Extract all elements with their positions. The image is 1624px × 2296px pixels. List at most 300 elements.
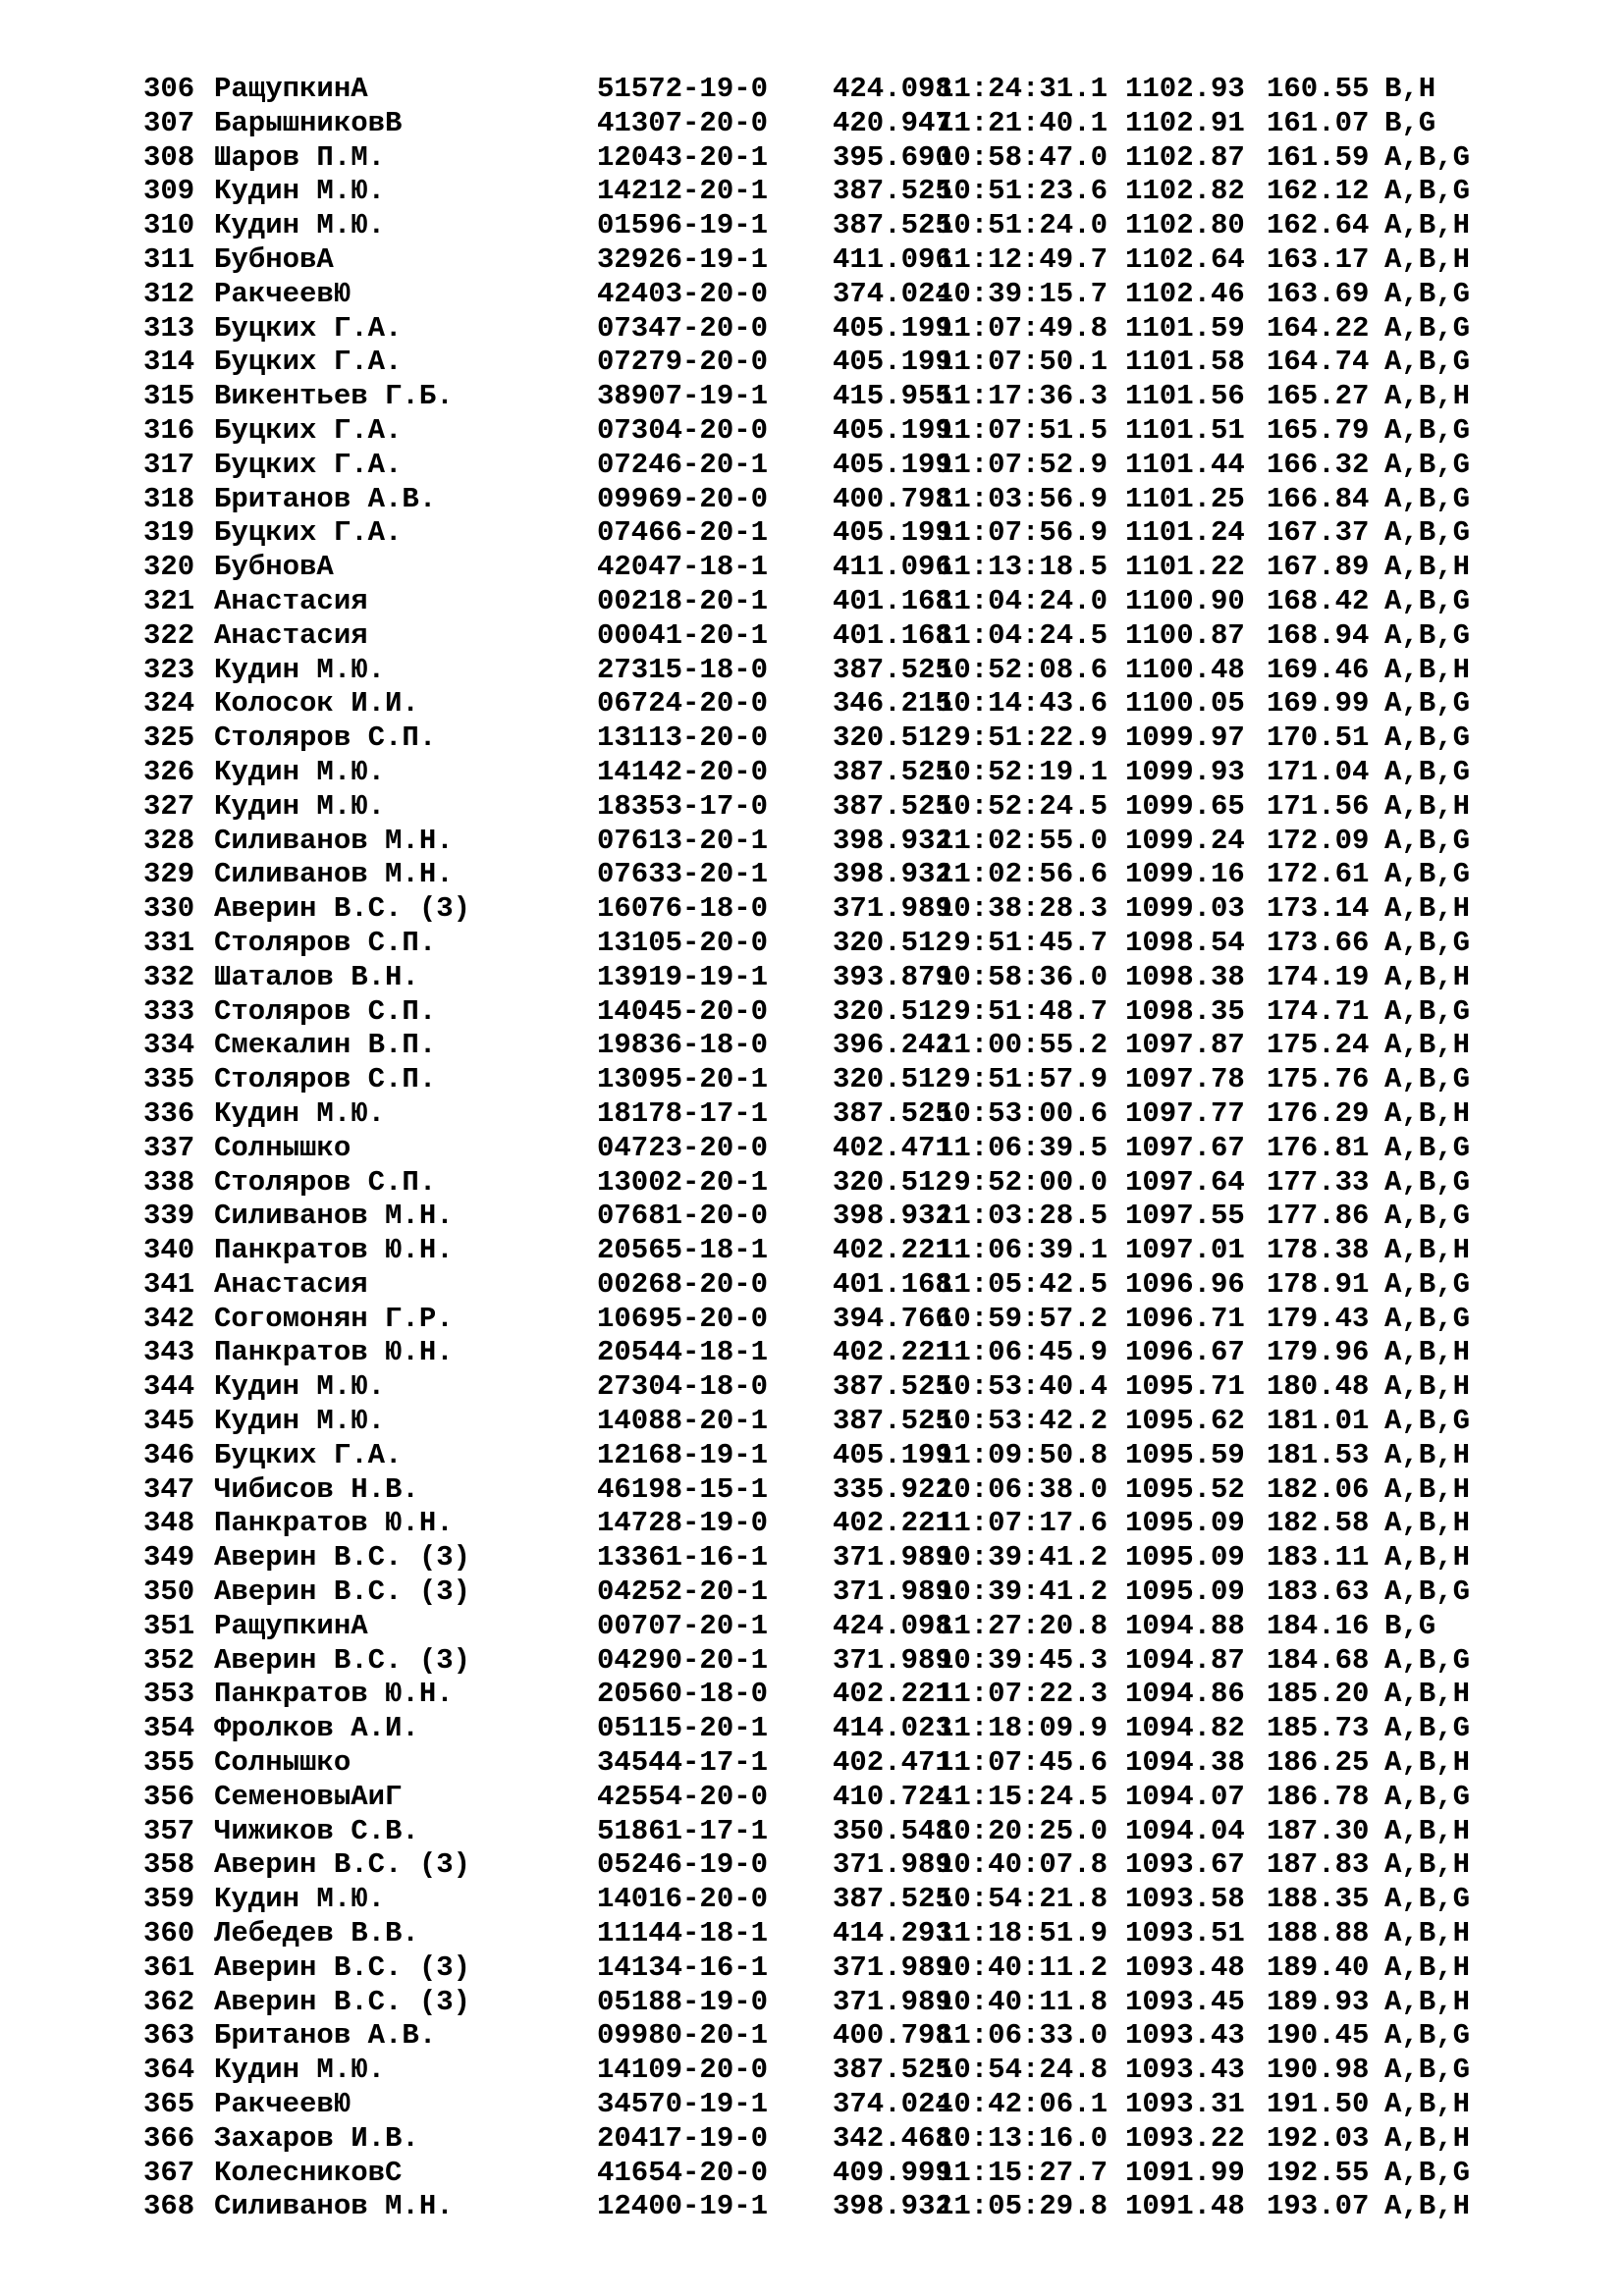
points-value: 186.78 [1267,1780,1370,1813]
ring-number: 13361-16-1 [597,1541,769,1575]
class-codes: A,B,G [1384,1200,1471,1233]
points-value: 187.30 [1267,1814,1370,1847]
place-number: 333 [143,994,195,1028]
place-number: 334 [143,1029,195,1062]
points-value: 182.06 [1267,1472,1370,1506]
class-codes: A,B,G [1384,2156,1471,2189]
speed-value: 1095.52 [1125,1472,1245,1506]
speed-value: 1095.62 [1125,1405,1245,1438]
ring-number: 10695-20-0 [597,1302,769,1335]
points-value: 177.33 [1267,1165,1370,1199]
class-codes: A,B,G [1384,1643,1471,1677]
points-value: 175.76 [1267,1063,1370,1096]
class-codes: A,B,G [1384,1883,1471,1916]
place-number: 317 [143,448,195,481]
speed-value: 1101.51 [1125,413,1245,447]
class-codes: A,B,H [1384,653,1471,686]
fancier-name: Столяров С.П. [214,994,437,1028]
fancier-name: Кудин М.Ю. [214,653,386,686]
class-codes: A,B,G [1384,1131,1471,1164]
fancier-name: Лебедев В.В. [214,1917,419,1950]
ring-number: 18353-17-0 [597,789,769,823]
place-number: 344 [143,1370,195,1404]
arrival-time: 11:09:50.8 [936,1438,1108,1471]
distance-km: 342.468 [833,2121,952,2155]
place-number: 332 [143,960,195,993]
class-codes: A,B,H [1384,1096,1471,1130]
class-codes: A,B,H [1384,1848,1471,1882]
distance-km: 350.548 [833,1814,952,1847]
fancier-name: СеменовыАиГ [214,1780,403,1813]
fancier-name: РакчеевЮ [214,2088,352,2121]
distance-km: 396.242 [833,1029,952,1062]
points-value: 171.04 [1267,755,1370,788]
place-number: 315 [143,380,195,413]
class-codes: A,B,G [1384,448,1471,481]
points-value: 183.11 [1267,1541,1370,1575]
speed-value: 1091.48 [1125,2190,1245,2223]
fancier-name: Столяров С.П. [214,721,437,755]
arrival-time: 10:52:19.1 [936,755,1108,788]
fancier-name: Шаталов В.Н. [214,960,419,993]
distance-km: 401.168 [833,618,952,652]
class-codes: A,B,H [1384,1678,1471,1711]
class-codes: A,B,G [1384,858,1471,891]
place-number: 361 [143,1950,195,1984]
fancier-name: РакчеевЮ [214,277,352,310]
arrival-time: 10:59:57.2 [936,1302,1108,1335]
distance-km: 371.989 [833,892,952,926]
class-codes: A,B,H [1384,892,1471,926]
arrival-time: 11:06:33.0 [936,2019,1108,2053]
arrival-time: 10:38:28.3 [936,892,1108,926]
distance-km: 387.525 [833,2054,952,2087]
place-number: 327 [143,789,195,823]
distance-km: 405.199 [833,1438,952,1471]
fancier-name: Британов А.В. [214,2019,437,2053]
arrival-time: 9:51:45.7 [953,926,1108,959]
speed-value: 1099.16 [1125,858,1245,891]
fancier-name: Аверин В.С. (3) [214,1950,471,1984]
points-value: 185.20 [1267,1678,1370,1711]
fancier-name: Солнышко [214,1746,352,1780]
distance-km: 400.798 [833,482,952,515]
ring-number: 07304-20-0 [597,413,769,447]
ring-number: 42554-20-0 [597,1780,769,1813]
place-number: 356 [143,1780,195,1813]
place-number: 367 [143,2156,195,2189]
distance-km: 401.168 [833,584,952,617]
fancier-name: Шаров П.М. [214,140,386,174]
place-number: 349 [143,1541,195,1575]
distance-km: 405.199 [833,346,952,379]
place-number: 351 [143,1609,195,1642]
arrival-time: 9:52:00.0 [953,1165,1108,1199]
ring-number: 27304-18-0 [597,1370,769,1404]
arrival-time: 10:40:11.2 [936,1950,1108,1984]
distance-km: 402.471 [833,1131,952,1164]
class-codes: A,B,G [1384,1712,1471,1745]
speed-value: 1100.48 [1125,653,1245,686]
speed-value: 1097.64 [1125,1165,1245,1199]
arrival-time: 10:39:41.2 [936,1575,1108,1609]
place-number: 318 [143,482,195,515]
place-number: 342 [143,1302,195,1335]
fancier-name: Фролков А.И. [214,1712,419,1745]
class-codes: A,B,H [1384,1746,1471,1780]
ring-number: 20417-19-0 [597,2121,769,2155]
fancier-name: БубновА [214,242,334,276]
ring-number: 14142-20-0 [597,755,769,788]
arrival-time: 11:06:39.1 [936,1234,1108,1267]
speed-value: 1102.91 [1125,106,1245,139]
ring-number: 12168-19-1 [597,1438,769,1471]
fancier-name: Кудин М.Ю. [214,1370,386,1404]
fancier-name: Кудин М.Ю. [214,789,386,823]
points-value: 189.40 [1267,1950,1370,1984]
fancier-name: Анастасия [214,618,368,652]
speed-value: 1093.58 [1125,1883,1245,1916]
place-number: 360 [143,1917,195,1950]
arrival-time: 10:39:15.7 [936,277,1108,310]
ring-number: 27315-18-0 [597,653,769,686]
speed-value: 1100.05 [1125,687,1245,721]
speed-value: 1102.80 [1125,209,1245,242]
class-codes: A,B,G [1384,1575,1471,1609]
fancier-name: Буцких Г.А. [214,448,403,481]
class-codes: A,B,G [1384,2019,1471,2053]
arrival-time: 10:52:08.6 [936,653,1108,686]
class-codes: A,B,G [1384,2054,1471,2087]
distance-km: 405.199 [833,448,952,481]
arrival-time: 11:04:24.0 [936,584,1108,617]
arrival-time: 10:53:42.2 [936,1405,1108,1438]
speed-value: 1099.93 [1125,755,1245,788]
place-number: 337 [143,1131,195,1164]
ring-number: 19836-18-0 [597,1029,769,1062]
distance-km: 402.471 [833,1746,952,1780]
ring-number: 06724-20-0 [597,687,769,721]
class-codes: A,B,G [1384,994,1471,1028]
arrival-time: 10:54:24.8 [936,2054,1108,2087]
fancier-name: Столяров С.П. [214,1165,437,1199]
fancier-name: Силиванов М.Н. [214,2190,454,2223]
class-codes: A,B,G [1384,311,1471,345]
speed-value: 1101.25 [1125,482,1245,515]
place-number: 347 [143,1472,195,1506]
distance-km: 414.023 [833,1712,952,1745]
arrival-time: 11:02:56.6 [936,858,1108,891]
points-value: 164.22 [1267,311,1370,345]
class-codes: A,B,H [1384,1950,1471,1984]
class-codes: A,B,G [1384,926,1471,959]
ring-number: 41654-20-0 [597,2156,769,2189]
ring-number: 00218-20-1 [597,584,769,617]
ring-number: 14212-20-1 [597,175,769,208]
fancier-name: Панкратов Ю.Н. [214,1507,454,1540]
arrival-time: 10:51:24.0 [936,209,1108,242]
ring-number: 14045-20-0 [597,994,769,1028]
ring-number: 34570-19-1 [597,2088,769,2121]
ring-number: 46198-15-1 [597,1472,769,1506]
distance-km: 410.724 [833,1780,952,1813]
ring-number: 38907-19-1 [597,380,769,413]
place-number: 322 [143,618,195,652]
class-codes: A,B,H [1384,960,1471,993]
arrival-time: 11:24:31.1 [936,73,1108,105]
distance-km: 387.525 [833,653,952,686]
ring-number: 05115-20-1 [597,1712,769,1745]
class-codes: A,B,G [1384,1165,1471,1199]
speed-value: 1094.86 [1125,1678,1245,1711]
points-value: 188.88 [1267,1917,1370,1950]
place-number: 343 [143,1336,195,1369]
arrival-time: 11:18:51.9 [936,1917,1108,1950]
class-codes: A,B,H [1384,1336,1471,1369]
ring-number: 09980-20-1 [597,2019,769,2053]
fancier-name: КолесниковС [214,2156,403,2189]
points-value: 183.63 [1267,1575,1370,1609]
class-codes: B,G [1384,106,1436,139]
arrival-time: 10:54:21.8 [936,1883,1108,1916]
speed-value: 1101.59 [1125,311,1245,345]
fancier-name: Кудин М.Ю. [214,209,386,242]
points-value: 187.83 [1267,1848,1370,1882]
class-codes: A,B,H [1384,1507,1471,1540]
speed-value: 1093.31 [1125,2088,1245,2121]
speed-value: 1096.67 [1125,1336,1245,1369]
class-codes: A,B,G [1384,516,1471,550]
ring-number: 05188-19-0 [597,1985,769,2018]
speed-value: 1099.24 [1125,824,1245,857]
points-value: 171.56 [1267,789,1370,823]
fancier-name: РащупкинА [214,1609,368,1642]
class-codes: A,B,G [1384,755,1471,788]
place-number: 350 [143,1575,195,1609]
distance-km: 371.989 [833,1541,952,1575]
ring-number: 07246-20-1 [597,448,769,481]
fancier-name: Кудин М.Ю. [214,175,386,208]
distance-km: 371.989 [833,1985,952,2018]
arrival-time: 11:21:40.1 [936,106,1108,139]
speed-value: 1097.77 [1125,1096,1245,1130]
place-number: 331 [143,926,195,959]
place-number: 357 [143,1814,195,1847]
points-value: 174.19 [1267,960,1370,993]
speed-value: 1093.51 [1125,1917,1245,1950]
class-codes: A,B,H [1384,2190,1471,2223]
arrival-time: 9:51:22.9 [953,721,1108,755]
place-number: 321 [143,584,195,617]
speed-value: 1102.93 [1125,73,1245,105]
arrival-time: 11:06:45.9 [936,1336,1108,1369]
fancier-name: Столяров С.П. [214,926,437,959]
place-number: 325 [143,721,195,755]
points-value: 165.27 [1267,380,1370,413]
arrival-time: 11:17:36.3 [936,380,1108,413]
place-number: 310 [143,209,195,242]
ring-number: 04252-20-1 [597,1575,769,1609]
distance-km: 398.932 [833,2190,952,2223]
speed-value: 1098.35 [1125,994,1245,1028]
points-value: 176.29 [1267,1096,1370,1130]
fancier-name: Буцких Г.А. [214,413,403,447]
points-value: 168.42 [1267,584,1370,617]
ring-number: 13002-20-1 [597,1165,769,1199]
fancier-name: Аверин В.С. (3) [214,1541,471,1575]
place-number: 329 [143,858,195,891]
class-codes: A,B,H [1384,1472,1471,1506]
speed-value: 1099.03 [1125,892,1245,926]
arrival-time: 10:53:40.4 [936,1370,1108,1404]
points-value: 191.50 [1267,2088,1370,2121]
fancier-name: Захаров И.В. [214,2121,419,2155]
speed-value: 1093.22 [1125,2121,1245,2155]
class-codes: A,B,H [1384,2088,1471,2121]
ring-number: 07633-20-1 [597,858,769,891]
speed-value: 1095.71 [1125,1370,1245,1404]
place-number: 328 [143,824,195,857]
class-codes: A,B,H [1384,1234,1471,1267]
points-value: 161.59 [1267,140,1370,174]
distance-km: 371.989 [833,1575,952,1609]
arrival-time: 11:07:49.8 [936,311,1108,345]
distance-km: 374.024 [833,277,952,310]
points-value: 175.24 [1267,1029,1370,1062]
fancier-name: Аверин В.С. (3) [214,1848,471,1882]
class-codes: A,B,G [1384,413,1471,447]
arrival-time: 11:15:24.5 [936,1780,1108,1813]
place-number: 354 [143,1712,195,1745]
place-number: 362 [143,1985,195,2018]
points-value: 161.07 [1267,106,1370,139]
arrival-time: 9:51:57.9 [953,1063,1108,1096]
distance-km: 320.512 [833,721,952,755]
speed-value: 1099.97 [1125,721,1245,755]
ring-number: 14109-20-0 [597,2054,769,2087]
distance-km: 402.221 [833,1336,952,1369]
class-codes: A,B,H [1384,1985,1471,2018]
place-number: 355 [143,1746,195,1780]
ring-number: 32926-19-1 [597,242,769,276]
place-number: 336 [143,1096,195,1130]
ring-number: 00707-20-1 [597,1609,769,1642]
points-value: 164.74 [1267,346,1370,379]
speed-value: 1094.38 [1125,1746,1245,1780]
arrival-time: 10:39:41.2 [936,1541,1108,1575]
points-value: 190.98 [1267,2054,1370,2087]
fancier-name: БубновА [214,551,334,584]
speed-value: 1102.87 [1125,140,1245,174]
speed-value: 1099.65 [1125,789,1245,823]
points-value: 189.93 [1267,1985,1370,2018]
distance-km: 424.098 [833,1609,952,1642]
speed-value: 1093.43 [1125,2019,1245,2053]
place-number: 335 [143,1063,195,1096]
fancier-name: Кудин М.Ю. [214,755,386,788]
place-number: 316 [143,413,195,447]
arrival-time: 11:07:22.3 [936,1678,1108,1711]
distance-km: 387.525 [833,1405,952,1438]
distance-km: 401.168 [833,1267,952,1301]
ring-number: 07347-20-0 [597,311,769,345]
speed-value: 1098.54 [1125,926,1245,959]
distance-km: 415.955 [833,380,952,413]
distance-km: 394.766 [833,1302,952,1335]
distance-km: 387.525 [833,755,952,788]
speed-value: 1102.82 [1125,175,1245,208]
class-codes: A,B,G [1384,482,1471,515]
fancier-name: Смекалин В.П. [214,1029,437,1062]
arrival-time: 11:13:18.5 [936,551,1108,584]
fancier-name: Силиванов М.Н. [214,858,454,891]
points-value: 166.84 [1267,482,1370,515]
fancier-name: Силиванов М.Н. [214,824,454,857]
class-codes: A,B,H [1384,789,1471,823]
speed-value: 1102.46 [1125,277,1245,310]
place-number: 307 [143,106,195,139]
class-codes: A,B,G [1384,1405,1471,1438]
arrival-time: 10:58:36.0 [936,960,1108,993]
points-value: 170.51 [1267,721,1370,755]
place-number: 359 [143,1883,195,1916]
ring-number: 07613-20-1 [597,824,769,857]
points-value: 179.43 [1267,1302,1370,1335]
fancier-name: Колосок И.И. [214,687,419,721]
distance-km: 424.098 [833,73,952,105]
class-codes: A,B,G [1384,277,1471,310]
class-codes: A,B,G [1384,1267,1471,1301]
points-value: 182.58 [1267,1507,1370,1540]
place-number: 365 [143,2088,195,2121]
class-codes: A,B,G [1384,140,1471,174]
ring-number: 04723-20-0 [597,1131,769,1164]
ring-number: 51861-17-1 [597,1814,769,1847]
speed-value: 1093.48 [1125,1950,1245,1984]
speed-value: 1101.44 [1125,448,1245,481]
fancier-name: Солнышко [214,1131,352,1164]
ring-number: 34544-17-1 [597,1746,769,1780]
arrival-time: 11:18:09.9 [936,1712,1108,1745]
distance-km: 387.525 [833,175,952,208]
points-value: 179.96 [1267,1336,1370,1369]
speed-value: 1097.78 [1125,1063,1245,1096]
class-codes: A,B,G [1384,618,1471,652]
speed-value: 1095.09 [1125,1507,1245,1540]
ring-number: 20544-18-1 [597,1336,769,1369]
place-number: 306 [143,73,195,105]
speed-value: 1101.22 [1125,551,1245,584]
fancier-name: Анастасия [214,584,368,617]
distance-km: 387.525 [833,1096,952,1130]
distance-km: 320.512 [833,994,952,1028]
speed-value: 1098.38 [1125,960,1245,993]
arrival-time: 11:05:42.5 [936,1267,1108,1301]
ring-number: 12043-20-1 [597,140,769,174]
speed-value: 1100.87 [1125,618,1245,652]
class-codes: A,B,H [1384,2121,1471,2155]
ring-number: 42403-20-0 [597,277,769,310]
points-value: 172.61 [1267,858,1370,891]
place-number: 324 [143,687,195,721]
points-value: 172.09 [1267,824,1370,857]
arrival-time: 9:51:48.7 [953,994,1108,1028]
fancier-name: Согомонян Г.Р. [214,1302,454,1335]
fancier-name: Буцких Г.А. [214,311,403,345]
class-codes: A,B,G [1384,1302,1471,1335]
class-codes: A,B,G [1384,346,1471,379]
points-value: 181.53 [1267,1438,1370,1471]
